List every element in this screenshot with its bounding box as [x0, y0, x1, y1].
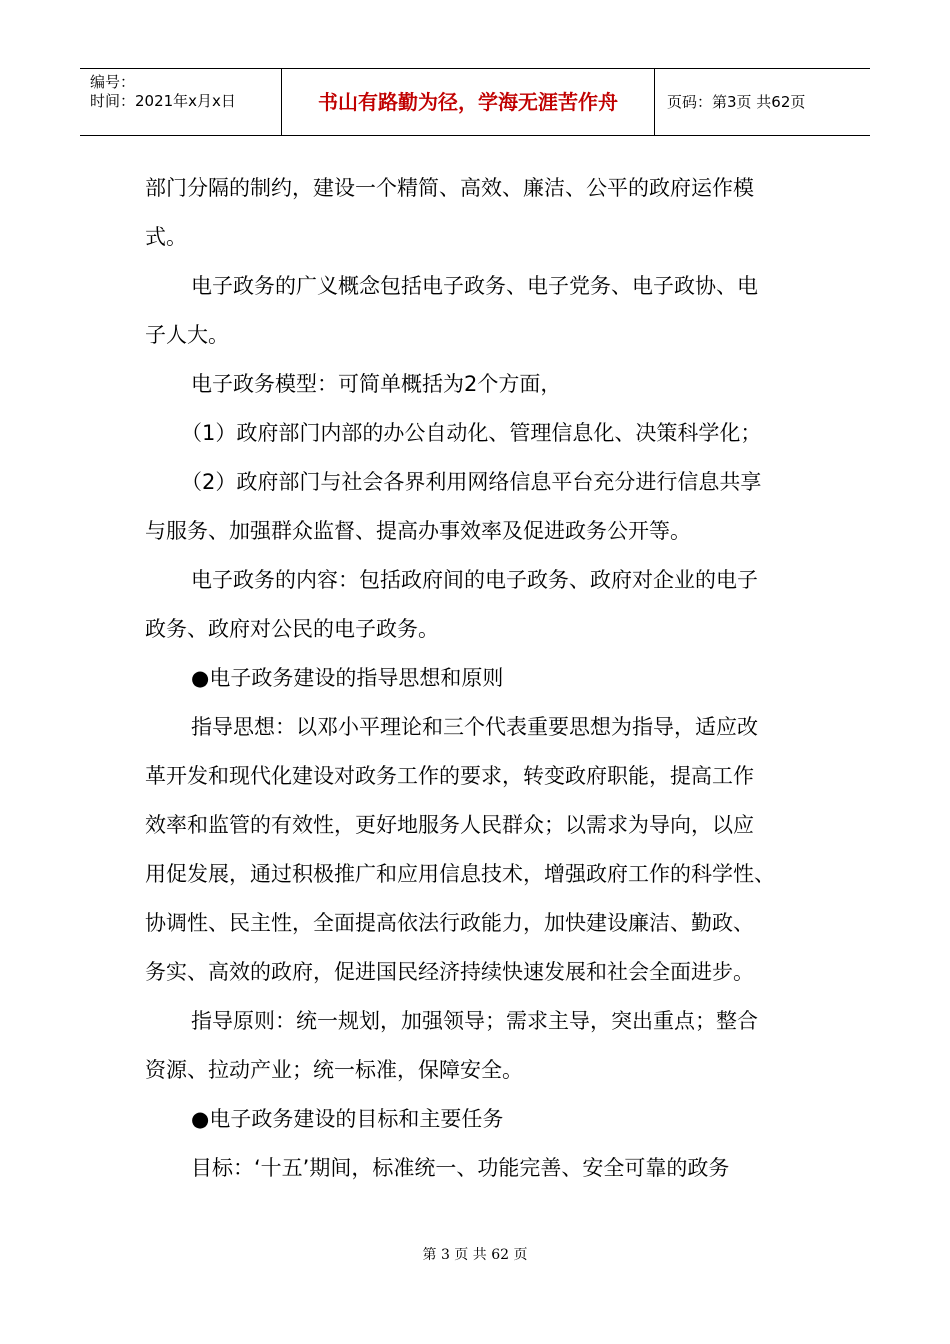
- text-line: （1）政府部门内部的办公自动化、管理信息化、决策科学化；: [181, 421, 762, 445]
- number-label: 编号：: [90, 73, 136, 91]
- text-line: 政务、政府对公民的电子政务。: [145, 617, 439, 641]
- text-line: （2）政府部门与社会各界利用网络信息平台充分进行信息共享: [181, 470, 762, 494]
- text-line: 资源、拉动产业；统一标准，保障安全。: [145, 1058, 523, 1082]
- text-line: 式。: [145, 225, 187, 249]
- page-footer: 第 3 页 共 62 页: [422, 1247, 528, 1263]
- text-line: 用促发展，通过积极推广和应用信息技术，增强政府工作的科学性、: [145, 862, 775, 886]
- text-line: 电子政务的广义概念包括电子政务、电子党务、电子政协、电: [191, 274, 758, 298]
- header-table: [80, 68, 870, 136]
- text-line: 指导原则：统一规划，加强领导；需求主导，突出重点；整合: [191, 1009, 758, 1033]
- section-heading: ●电子政务建设的目标和主要任务: [191, 1107, 504, 1131]
- header-page-info: 页码：第3页 共62页: [667, 93, 806, 111]
- body-text: [145, 164, 825, 1193]
- section-heading: ●电子政务建设的指导思想和原则: [191, 666, 504, 690]
- header-meta: [80, 69, 282, 135]
- header-motto: 书山有路勤为径，学海无涯苦作舟: [282, 69, 655, 135]
- text-line: 效率和监管的有效性，更好地服务人民群众；以需求为导向，以应: [145, 813, 754, 837]
- text-line: 与服务、加强群众监督、提高办事效率及促进政务公开等。: [145, 519, 691, 543]
- text-line: 部门分隔的制约，建设一个精简、高效、廉洁、公平的政府运作模: [145, 176, 754, 200]
- text-line: 目标：‘十五’期间，标准统一、功能完善、安全可靠的政务: [191, 1156, 730, 1180]
- text-line: 电子政务的内容：包括政府间的电子政务、政府对企业的电子: [191, 568, 758, 592]
- text-line: 子人大。: [145, 323, 229, 347]
- text-line: 协调性、民主性，全面提高依法行政能力，加快建设廉洁、勤政、: [145, 911, 754, 935]
- time-label: 时间：2021年x月x日: [90, 92, 236, 110]
- text-line: 务实、高效的政府，促进国民经济持续快速发展和社会全面进步。: [145, 960, 754, 984]
- text-line: 电子政务模型：可简单概括为2个方面，: [191, 372, 562, 396]
- text-line: 指导思想：以邓小平理论和三个代表重要思想为指导，适应改: [191, 715, 758, 739]
- text-line: 革开发和现代化建设对政务工作的要求，转变政府职能，提高工作: [145, 764, 754, 788]
